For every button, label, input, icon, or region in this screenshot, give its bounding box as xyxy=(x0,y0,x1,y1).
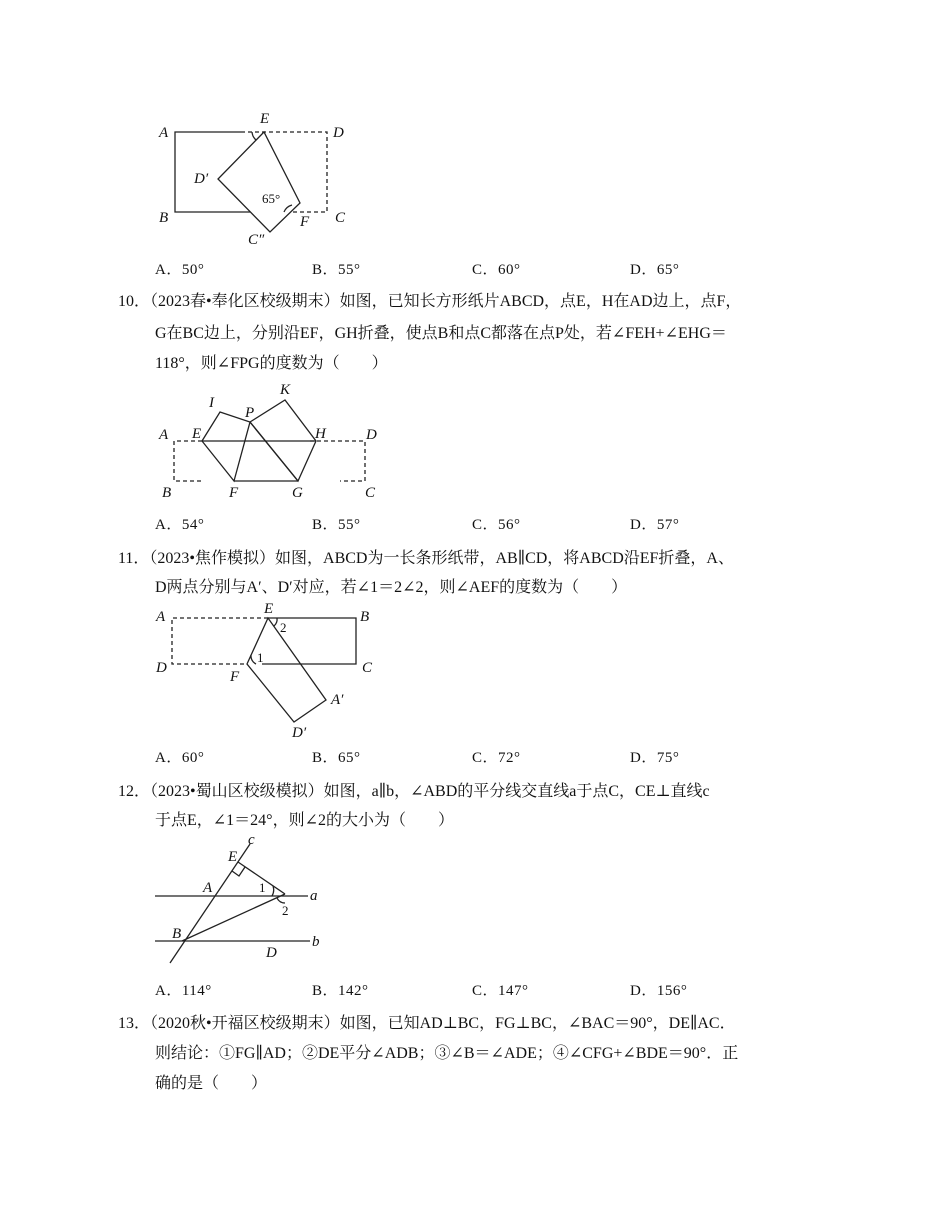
q10-rect-dashed xyxy=(174,441,202,481)
q12-label-b-line: b xyxy=(312,934,320,950)
q12-line-bc xyxy=(182,894,285,941)
q9-angle-arc-f xyxy=(284,205,292,212)
q9-option-a[interactable]: A．50° xyxy=(155,262,205,278)
q10-figure xyxy=(150,375,390,505)
q11-label-aprime: A′ xyxy=(331,692,344,708)
q12-label-a-point: A xyxy=(203,880,213,896)
q10-line-1: 10．（2023春•奉化区校级期末）如图，已知长方形纸片ABCD，点E，H在AD边上，点F， xyxy=(118,293,742,310)
q10-label-d: D xyxy=(366,427,377,443)
q12-line-1: 12．（2023•蜀山区校级模拟）如图，a∥b，∠ABD的平分线交直线a于点C，CE⊥直线c xyxy=(118,783,710,800)
q9-label-c: C xyxy=(335,210,346,226)
q12-option-c[interactable]: C．147° xyxy=(472,983,529,999)
q10-label-c: C xyxy=(365,485,376,501)
q13-line-3: 确的是（ ） xyxy=(155,1075,268,1092)
q10-fold-left xyxy=(202,412,250,481)
q9-label-angle: 65° xyxy=(262,191,281,206)
q11-label-b: B xyxy=(360,609,370,625)
q12-option-d[interactable]: D．156° xyxy=(630,983,688,999)
q11-strip-dashed xyxy=(172,618,268,664)
q10-option-d[interactable]: D．57° xyxy=(630,517,680,533)
q11-label-1: 1 xyxy=(257,650,264,665)
q9-label-b: B xyxy=(159,210,169,226)
q11-option-a[interactable]: A．60° xyxy=(155,750,205,766)
q12-label-e: E xyxy=(228,849,238,865)
q12-label-b-point: B xyxy=(172,926,182,942)
q13-line-1: 13．（2020秋•开福区校级期末）如图，已知AD⊥BC，FG⊥BC，∠BAC＝90°，DE∥AC． xyxy=(118,1015,736,1032)
q11-option-d[interactable]: D．75° xyxy=(630,750,680,766)
q9-label-f: F xyxy=(300,214,310,230)
q11-folded-part xyxy=(247,618,326,722)
q12-label-c: c xyxy=(248,832,255,848)
q10-label-e: E xyxy=(192,426,202,442)
q12-line-2: 于点E，∠1＝24°，则∠2的大小为（ ） xyxy=(155,812,454,829)
q10-line-3: 118°，则∠FPG的度数为（ ） xyxy=(155,355,388,372)
q12-label-a-line: a xyxy=(310,888,318,904)
q11-label-2: 2 xyxy=(280,620,287,635)
q11-strip-solid xyxy=(262,618,356,664)
q12-label-1: 1 xyxy=(259,880,266,895)
q11-figure xyxy=(150,598,390,743)
q12-figure xyxy=(150,830,340,970)
q10-label-i: I xyxy=(209,395,214,411)
q9-label-a: A xyxy=(159,125,169,141)
q11-angle-2 xyxy=(274,618,277,626)
q11-label-f: F xyxy=(230,669,240,685)
q9-option-c[interactable]: C．60° xyxy=(472,262,521,278)
q10-label-f: F xyxy=(229,485,239,501)
q10-line-2: G在BC边上，分别沿EF，GH折叠，使点B和点C都落在点P处，若∠FEH+∠EHG＝ xyxy=(155,325,727,342)
q12-label-2: 2 xyxy=(282,903,289,918)
q11-option-c[interactable]: C．72° xyxy=(472,750,521,766)
q10-option-c[interactable]: C．56° xyxy=(472,517,521,533)
q10-label-k: K xyxy=(280,382,291,398)
q11-label-c: C xyxy=(362,660,373,676)
q13-line-2: 则结论：①FG∥AD；②DE平分∠ADB；③∠B＝∠ADE；④∠CFG+∠BDE＝90°．正 xyxy=(155,1045,739,1062)
q11-label-dprime: D′ xyxy=(292,725,307,741)
q12-option-a[interactable]: A．114° xyxy=(155,983,212,999)
q9-angle-arc-e xyxy=(252,132,256,140)
q11-label-e: E xyxy=(264,601,274,617)
q12-label-d: D xyxy=(266,945,277,961)
q10-option-a[interactable]: A．54° xyxy=(155,517,205,533)
q11-label-d: D xyxy=(156,660,167,676)
q10-label-g: G xyxy=(292,485,303,501)
q11-label-a: A xyxy=(156,609,166,625)
q9-figure xyxy=(150,105,360,250)
q9-folded-part xyxy=(218,132,300,232)
q9-option-b[interactable]: B．55° xyxy=(312,262,361,278)
q12-line-c xyxy=(170,844,250,963)
q12-option-b[interactable]: B．142° xyxy=(312,983,369,999)
q9-label-d: D xyxy=(333,125,344,141)
q12-angle-1 xyxy=(272,886,274,896)
q10-label-b: B xyxy=(162,485,172,501)
q11-line-1: 11．（2023•焦作模拟）如图，ABCD为一长条形纸带，AB∥CD，将ABCD沿EF折叠，A、 xyxy=(118,550,734,567)
q9-label-dprime: D′ xyxy=(194,171,209,187)
q11-line-2: D两点分别与A′、D′对应，若∠1＝2∠2，则∠AEF的度数为（ ） xyxy=(155,579,628,596)
q9-option-d[interactable]: D．65° xyxy=(630,262,680,278)
q11-option-b[interactable]: B．65° xyxy=(312,750,361,766)
q10-rect-dashed-right xyxy=(310,441,365,481)
q10-label-h: H xyxy=(315,426,326,442)
q10-line-pg xyxy=(250,422,298,481)
q10-option-b[interactable]: B．55° xyxy=(312,517,361,533)
q11-angle-1 xyxy=(251,655,256,664)
q10-label-a: A xyxy=(159,427,169,443)
q9-label-e: E xyxy=(260,111,270,127)
q9-label-cdoubleprime: C″ xyxy=(248,232,265,248)
q10-label-p: P xyxy=(245,405,255,421)
